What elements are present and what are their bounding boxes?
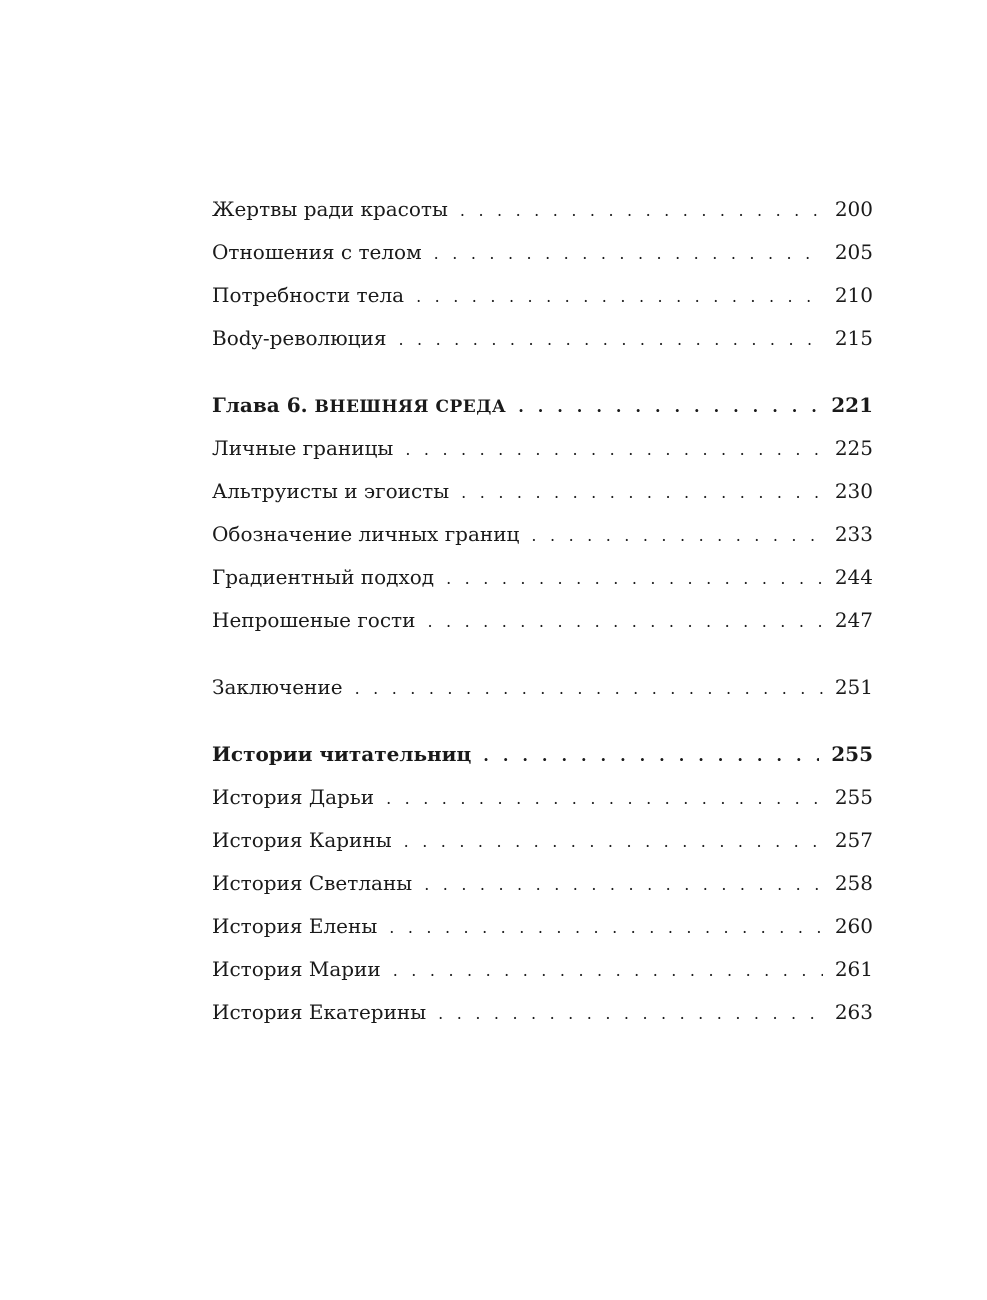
dot-leader bbox=[398, 318, 822, 361]
dot-leader bbox=[405, 428, 822, 471]
dot-leader bbox=[386, 777, 823, 820]
dot-leader bbox=[461, 471, 823, 514]
toc-entry-title: Заключение bbox=[212, 675, 343, 699]
toc-entry-page: 247 bbox=[834, 608, 873, 632]
toc-entry-title: Непрошеные гости bbox=[212, 608, 416, 632]
toc-entry[interactable] bbox=[212, 599, 873, 642]
chapter-title bbox=[212, 384, 506, 429]
section-gap bbox=[212, 709, 873, 733]
toc-entry-page: 261 bbox=[834, 957, 873, 981]
toc-entry-conclusion[interactable] bbox=[212, 666, 873, 709]
toc-entry-page: 255 bbox=[834, 785, 873, 809]
dot-leader bbox=[434, 232, 823, 275]
toc-entry-page: 257 bbox=[834, 828, 873, 852]
toc-entry[interactable] bbox=[212, 862, 873, 905]
dot-leader bbox=[404, 820, 823, 863]
toc-entry-title: Отношения с телом bbox=[212, 240, 422, 264]
section-title: Истории читательниц bbox=[212, 742, 472, 766]
toc-entry-title: История Дарьи bbox=[212, 785, 375, 809]
toc-entry[interactable] bbox=[212, 274, 873, 317]
chapter-name: ВНЕШНЯЯ СРЕДА bbox=[314, 397, 507, 417]
chapter-prefix: Глава 6. bbox=[212, 393, 308, 417]
toc-entry-title: Альтруисты и эгоисты bbox=[212, 479, 450, 503]
toc-entry-page: 200 bbox=[834, 197, 873, 221]
section-gap bbox=[212, 642, 873, 666]
toc-entry-title: Личные границы bbox=[212, 436, 394, 460]
toc-entry-page: 210 bbox=[834, 283, 873, 307]
dot-leader bbox=[389, 906, 823, 949]
dot-leader bbox=[427, 600, 822, 643]
section-gap bbox=[212, 360, 873, 384]
dot-leader bbox=[460, 189, 823, 232]
toc-entry[interactable] bbox=[212, 776, 873, 819]
section-page: 255 bbox=[831, 742, 873, 766]
toc-entry-page: 244 bbox=[834, 565, 873, 589]
dot-leader bbox=[438, 992, 823, 1035]
chapter-page: 221 bbox=[831, 393, 873, 417]
toc-entry[interactable] bbox=[212, 819, 873, 862]
toc-entry-page: 260 bbox=[834, 914, 873, 938]
dot-leader bbox=[483, 734, 819, 777]
toc-entry[interactable] bbox=[212, 188, 873, 231]
dot-leader bbox=[393, 949, 823, 992]
toc-chapter-heading[interactable] bbox=[212, 384, 873, 427]
toc-entry-title: История Елены bbox=[212, 914, 378, 938]
dot-leader bbox=[518, 385, 819, 428]
toc-section-heading[interactable] bbox=[212, 733, 873, 776]
toc-entry-page: 225 bbox=[834, 436, 873, 460]
dot-leader bbox=[531, 514, 822, 557]
dot-leader bbox=[424, 863, 823, 906]
toc-entry[interactable] bbox=[212, 470, 873, 513]
toc-entry-title: Градиентный подход bbox=[212, 565, 435, 589]
dot-leader bbox=[446, 557, 823, 600]
toc-entry-page: 263 bbox=[834, 1000, 873, 1024]
toc-entry-title: Потребности тела bbox=[212, 283, 405, 307]
toc-entry-title: Обозначение личных границ bbox=[212, 522, 520, 546]
toc-entry-page: 230 bbox=[834, 479, 873, 503]
toc-entry[interactable] bbox=[212, 905, 873, 948]
toc-entry-title: История Екатерины bbox=[212, 1000, 427, 1024]
toc-entry[interactable] bbox=[212, 427, 873, 470]
toc-entry-title: История Карины bbox=[212, 828, 392, 852]
table-of-contents bbox=[212, 188, 873, 1034]
toc-entry[interactable] bbox=[212, 948, 873, 991]
toc-entry-page: 251 bbox=[834, 675, 873, 699]
toc-entry-title: История Марии bbox=[212, 957, 381, 981]
toc-entry[interactable] bbox=[212, 991, 873, 1034]
dot-leader bbox=[416, 275, 823, 318]
toc-entry-page: 233 bbox=[834, 522, 873, 546]
toc-entry[interactable] bbox=[212, 556, 873, 599]
toc-entry[interactable] bbox=[212, 231, 873, 274]
toc-entry[interactable] bbox=[212, 317, 873, 360]
toc-entry-page: 205 bbox=[834, 240, 873, 264]
dot-leader bbox=[355, 667, 823, 710]
toc-entry-title: Body-революция bbox=[212, 326, 387, 350]
toc-entry-page: 258 bbox=[834, 871, 873, 895]
toc-entry[interactable] bbox=[212, 513, 873, 556]
toc-entry-title: Жертвы ради красоты bbox=[212, 197, 448, 221]
toc-entry-title: История Светланы bbox=[212, 871, 413, 895]
toc-entry-page: 215 bbox=[834, 326, 873, 350]
